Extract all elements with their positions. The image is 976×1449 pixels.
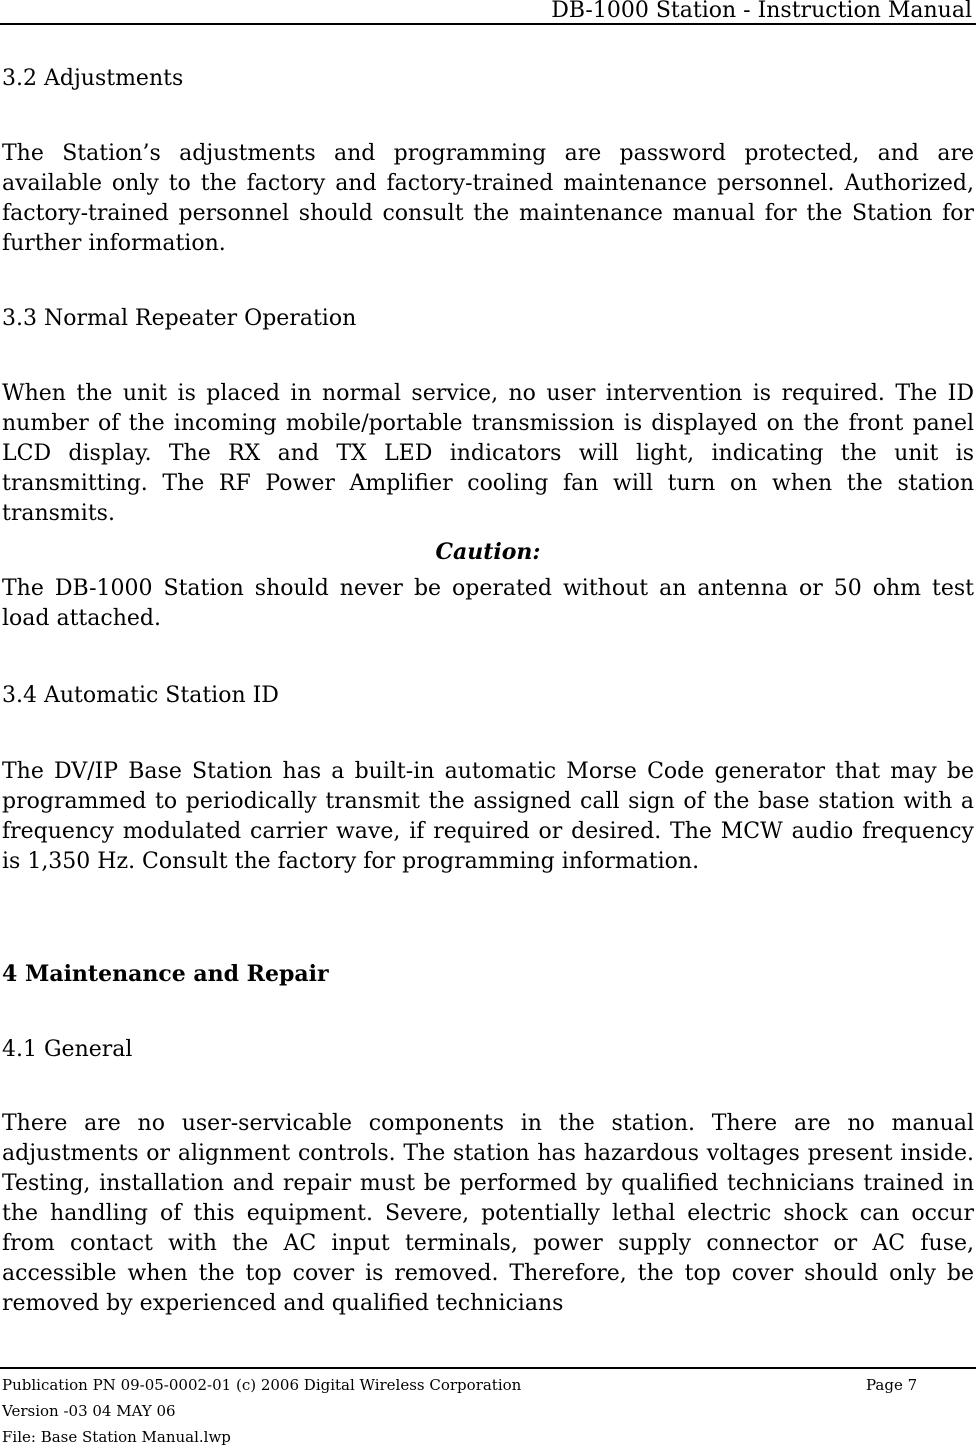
section-3-2-heading: 3.2 Adjustments (2, 66, 184, 91)
caution-body: The DB-1000 Station should never be operated without an antenna or 50 ohm test load attached. (2, 576, 974, 631)
section-4-heading: 4 Maintenance and Repair (2, 961, 329, 987)
header-rule (0, 23, 976, 25)
footer-publication: Publication PN 09-05-0002-01 (c) 2006 Digital Wireless Corporation (2, 1376, 522, 1394)
section-3-3-body: When the unit is placed in normal service, no user intervention is required. The ID number of the incoming mobile/portable transmission is displayed on the front panel LCD display. The RX and TX LED indicators will light, indicating the unit is transmitting. The RF Power Amplifier cooling fan will turn on when the station transmits. (2, 381, 974, 526)
section-3-3-heading: 3.3 Normal Repeater Operation (2, 306, 357, 331)
section-4-1-heading: 4.1 General (2, 1037, 133, 1062)
footer-version: Version -03 04 MAY 06 (2, 1402, 176, 1420)
section-3-2-body: The Station’s adjustments and programming are password protected, and are available only to the factory and factory-trained maintenance personnel. Authorized, factory-trained personnel should consult the maintenance manual for the Station for further information. (2, 141, 974, 256)
section-4-1-body: There are no user-servicable components in the station. There are no manual adjustments or alignment controls. The station has hazardous voltages present inside. Testing, installation and repair must be performed by qualified technicians trained in the handling of this equipment. Severe, potentially lethal electric shock can occur from contact with the AC input terminals, power supply connector or AC fuse, accessible when the top cover is removed. Therefore, the top cover should only be removed by experienced and qualified technicians (2, 1111, 974, 1316)
caution-label: Caution: (435, 539, 541, 565)
footer-file: File: Base Station Manual.lwp (2, 1428, 231, 1446)
section-3-4-heading: 3.4 Automatic Station ID (2, 683, 279, 708)
footer-rule (0, 1367, 976, 1369)
footer-page-number: Page 7 (866, 1376, 918, 1394)
section-3-4-body: The DV/IP Base Station has a built-in automatic Morse Code generator that may be programmed to periodically transmit the assigned call sign of the base station with a frequency modulated carrier wave, if required or desired. The MCW audio frequency is 1,350 Hz. Consult the factory for programming information. (2, 759, 974, 874)
running-header-title: DB-1000 Station - Instruction Manual (551, 0, 972, 23)
